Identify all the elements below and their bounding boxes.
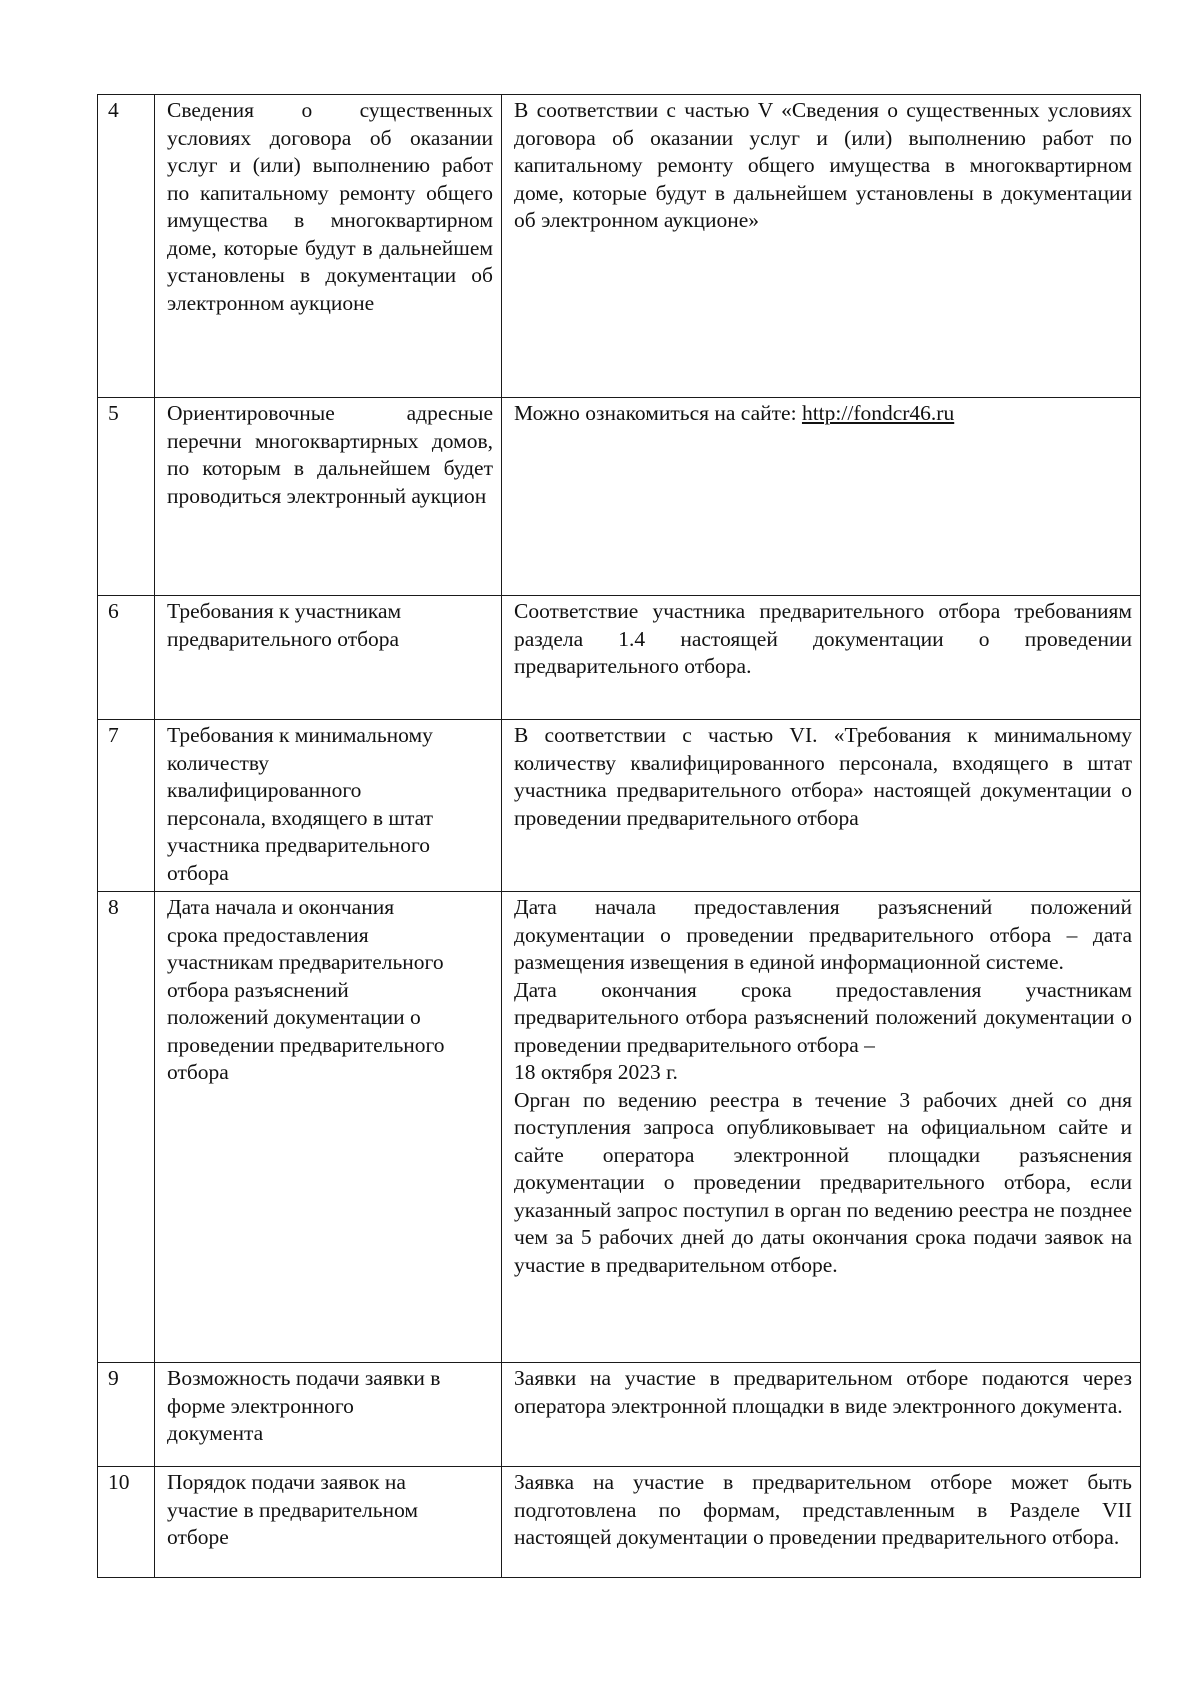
row-number: 8 [98, 892, 155, 1363]
row-name [155, 1467, 502, 1578]
row-value: Заявки на участие в предварительном отборе подаются через оператора электронной площадки в виде электронного документа. [502, 1363, 1141, 1467]
name-line: документа [167, 1421, 264, 1445]
row-number: 5 [98, 398, 155, 596]
row-name [155, 720, 502, 892]
name-line: участника предварительного [167, 833, 430, 857]
table-row [98, 596, 1141, 720]
name-line: участникам предварительного [167, 950, 444, 974]
row-number: 10 [98, 1467, 155, 1578]
name-line: отбора [167, 1060, 229, 1084]
website-link[interactable]: http://fondcr46.ru [801, 401, 955, 425]
table-row [98, 892, 1141, 1363]
deadline-date: 18 октября 2023 г. [514, 1060, 678, 1084]
value-paragraph: Дата начала предоставления разъяснений положений документации о проведении предварительного отбора – дата размещения извещения в единой информационной системе. [514, 895, 1132, 974]
name-line: Порядок подачи заявок на [167, 1470, 406, 1494]
row-number: 7 [98, 720, 155, 892]
name-line: участие в предварительном [167, 1497, 419, 1522]
name-line: Требования к минимальному [167, 723, 433, 747]
row-number: 4 [98, 95, 155, 398]
table-row [98, 1363, 1141, 1467]
name-line: Дата начала и окончания [167, 895, 395, 919]
name-line: квалифицированного [167, 778, 362, 802]
name-line: Требования к участникам [167, 599, 402, 623]
row-value: В соответствии с частью VI. «Требования к минимальному количеству квалифицированного персонала, входящего в штат участника предварительного отбора» настоящей документации о проведении предварительного отбора [502, 720, 1141, 892]
name-line: отбора [167, 860, 229, 885]
value-paragraph: Дата окончания срока предоставления участникам предварительного отбора разъяснений положений документации о проведении предварительного отбора – [514, 977, 1132, 1057]
row-name [155, 1363, 502, 1467]
row-number: 6 [98, 596, 155, 720]
row-number: 9 [98, 1363, 155, 1467]
row-value: Заявка на участие в предварительном отборе может быть подготовлена по формам, представленным в Разделе VII настоящей документации о проведении предварительного отбора. [502, 1467, 1141, 1578]
name-line: срока предоставления [167, 922, 369, 947]
row-value [502, 892, 1141, 1363]
row-value: В соответствии с частью V «Сведения о существенных условиях договора об оказании услуг и (или) выполнению работ по капитальному ремонту общего имущества в многоквартирном доме, которые будут в дальнейшем установлены в документации об электронном аукционе» [502, 95, 1141, 398]
name-line: Возможность подачи заявки в [167, 1366, 441, 1390]
value-paragraph: Орган по ведению реестра в течение 3 рабочих дней со дня поступления запроса опубликовывает на официальном сайте и сайте оператора электронной площадки разъяснения документации о проведении предварительного отбора, если указанный запрос поступил в орган по ведению реестра не позднее чем за 5 рабочих дней до даты окончания срока подачи заявок на участие в предварительном отборе. [514, 1087, 1132, 1277]
name-line: предварительного отбора [167, 626, 400, 651]
name-line: положений документации о [167, 1005, 421, 1029]
table-row [98, 95, 1141, 398]
row-name [155, 596, 502, 720]
name-line: отбора разъяснений [167, 977, 349, 1002]
table-row [98, 720, 1141, 892]
table-row [98, 1467, 1141, 1578]
name-line: количеству [167, 750, 270, 775]
row-name: Сведения о существенных условиях договора об оказании услуг и (или) выполнению работ по капитальному ремонту общего имущества в многоквартирном доме, которые будут в дальнейшем установлены в документации об электронном аукционе [155, 95, 502, 398]
procurement-info-table [97, 94, 1141, 1578]
name-line: проведении предварительного [167, 1032, 445, 1057]
name-line: персонала, входящего в штат [167, 805, 434, 830]
row-name: Ориентировочные адресные перечни многоквартирных домов, по которым в дальнейшем будет проводиться электронный аукцион [155, 398, 502, 596]
table-row [98, 398, 1141, 596]
name-line: отборе [167, 1525, 229, 1549]
value-prefix: Можно ознакомиться на сайте: [514, 401, 802, 425]
row-name [155, 892, 502, 1363]
row-value [502, 398, 1141, 596]
row-value: Соответствие участника предварительного отбора требованиям раздела 1.4 настоящей документации о проведении предварительного отбора. [502, 596, 1141, 720]
name-line: форме электронного [167, 1393, 354, 1418]
